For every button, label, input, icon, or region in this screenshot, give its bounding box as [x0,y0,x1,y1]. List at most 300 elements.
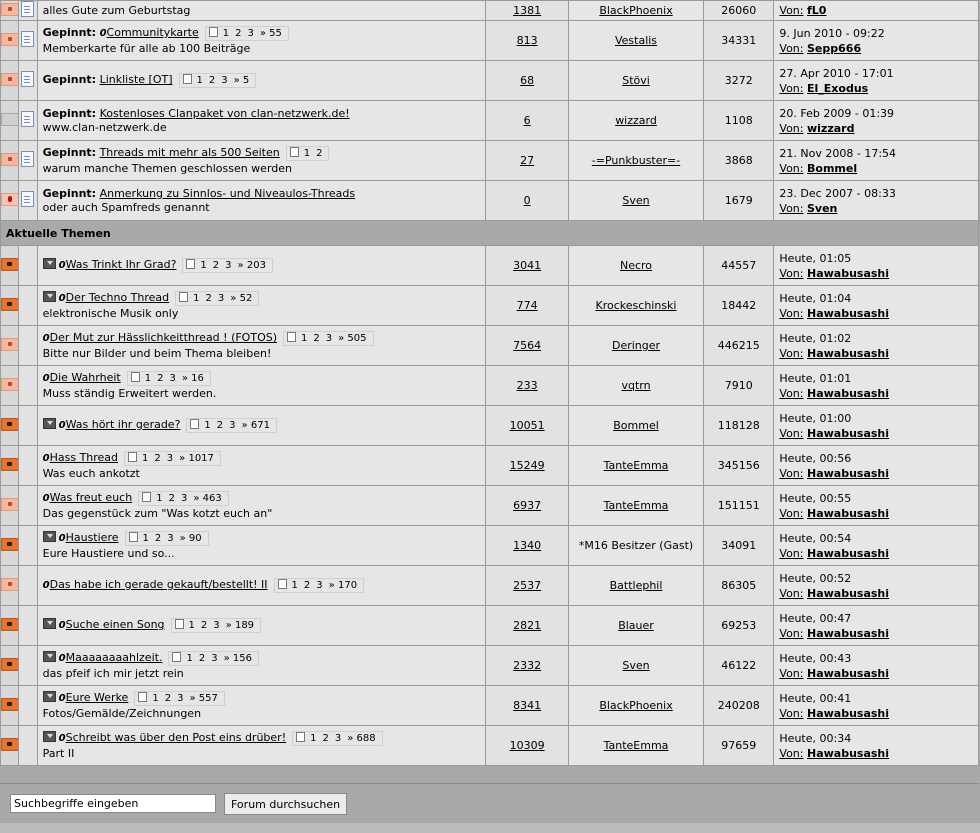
page-links [292,731,383,746]
type-cell [19,606,37,646]
last-post-user[interactable]: Hawabusashi [807,746,890,760]
replies-link[interactable]: 233 [516,379,538,392]
title-cell [37,286,486,326]
type-cell [19,1,37,21]
author-link[interactable]: Necro [619,259,653,272]
last-post-von: Von: [779,161,804,175]
type-cell [19,21,37,61]
page-link[interactable]: 3 [167,533,174,544]
last-post-cell [774,286,979,326]
page-link[interactable]: 1 [186,653,193,664]
thread-title-link[interactable]: Haustiere [65,531,119,544]
last-post-cell [774,181,979,221]
thread-title-link[interactable]: Hass Thread [49,451,119,464]
page-link[interactable]: » 505 [338,333,367,344]
attachment-icon: 0 [42,493,50,504]
thread-title-link[interactable]: Eure Werke [65,691,129,704]
thumb-rating-icon [43,618,56,629]
page-links [124,451,221,466]
views-cell: 46122 [704,646,774,686]
status-cell [1,686,19,726]
status-cell [1,526,19,566]
thread-row [1,526,979,566]
thread-status-icon [1,498,19,511]
page-link[interactable]: 1 [152,693,159,704]
footer-strip [0,823,980,833]
author-link[interactable]: -=Punkbuster=- [591,154,681,167]
status-cell [1,646,19,686]
type-cell [19,286,37,326]
thumb-rating-icon [43,258,56,269]
page-icon [142,492,151,502]
page-link[interactable]: 2 [164,693,172,704]
title-cell [37,141,486,181]
last-post-von: Von: [779,81,804,95]
author-link[interactable]: wizzard [615,114,657,127]
thread-row [1,406,979,446]
last-post-cell [774,61,979,101]
page-link[interactable]: 2 [216,420,224,431]
page-link[interactable]: 2 [154,453,161,464]
title-cell [37,406,486,446]
thread-row [1,366,979,406]
last-post-date: Heute, 01:02 [779,331,852,345]
status-cell [1,566,19,606]
thread-row [1,566,979,606]
last-post-von: Von: [779,426,804,440]
thread-status-icon [1,153,19,166]
thread-title-link[interactable]: Was Trinkt Ihr Grad? [65,258,177,271]
author-link[interactable]: Stövi [622,74,650,87]
author-cell [568,141,703,181]
author-cell [568,486,703,526]
author-link[interactable]: BlackPhoenix [599,699,673,712]
thread-title-link[interactable]: Anmerkung zu Sinnlos- und Niveaulos-Threads [99,187,356,200]
last-post-date: Heute, 00:43 [779,651,852,665]
thread-status-icon [1,33,19,46]
replies-link[interactable]: 15249 [509,459,545,472]
views-cell: 97659 [704,726,774,766]
replies-cell [486,181,568,221]
views-cell: 446215 [704,326,774,366]
last-post-user[interactable]: Hawabusashi [807,426,890,440]
page-link[interactable]: » 189 [225,620,255,631]
last-post-date: Heute, 01:04 [779,291,852,305]
thread-title-link[interactable]: Der Techno Thread [65,291,170,304]
last-post-date: 20. Feb 2009 - 01:39 [779,106,895,120]
views-cell: 3868 [704,141,774,181]
title-cell [37,566,486,606]
last-post-user[interactable]: Bommel [807,161,858,175]
thread-title-link[interactable]: Der Mut zur Hässlichkeitthread ! (FOTOS) [49,331,277,344]
last-post-cell [774,246,979,286]
author-link[interactable]: Sven [622,659,650,672]
last-post-user[interactable]: Hawabusashi [807,706,890,720]
attachment-icon: 0 [42,580,50,591]
last-post-date: 21. Nov 2008 - 17:54 [779,146,897,160]
page-link[interactable]: » 16 [181,373,204,384]
page-links [283,331,374,346]
page-link[interactable]: » 688 [347,733,376,744]
page-link[interactable]: 1 [303,148,311,159]
page-link[interactable]: 2 [208,75,216,86]
title-cell [37,686,486,726]
category-title: Aktuelle Themen [1,221,979,246]
status-cell [1,406,19,446]
views-cell: 1679 [704,181,774,221]
page-link[interactable]: » 5 [233,75,250,86]
replies-cell [486,326,568,366]
replies-link[interactable]: 10051 [509,419,545,432]
thread-subtitle: Muss ständig Erweitert werden. [42,387,217,400]
author-link[interactable]: Bommel [613,419,659,432]
attachment-icon: 0 [42,333,50,344]
page-icon [129,532,138,542]
replies-link[interactable]: 0 [523,194,531,207]
page-link[interactable]: 3 [221,75,228,86]
views-cell: 7910 [704,366,774,406]
replies-cell [486,61,568,101]
author-link[interactable]: Sven [622,194,650,207]
last-post-von: Von: [779,306,804,320]
page-link[interactable]: 1 [222,28,230,39]
replies-link[interactable]: 2821 [513,619,542,632]
replies-link[interactable]: 8341 [513,699,542,712]
page-icon [175,619,184,629]
author-link[interactable]: Blauer [618,619,654,632]
type-cell [19,246,37,286]
page-link[interactable]: 3 [247,28,254,39]
page-link[interactable]: 1 [193,293,200,304]
thread-title-link[interactable]: Das habe ich gerade gekauft/bestellt! II [49,578,268,591]
page-link[interactable]: 1 [310,733,317,744]
thread-title-link[interactable]: Communitykarte [106,26,199,39]
status-cell [1,446,19,486]
status-cell [1,726,19,766]
replies-link[interactable]: 813 [516,34,538,47]
status-cell [1,366,19,406]
page-link[interactable]: 2 [322,733,329,744]
page-icon [290,147,299,157]
last-post-user[interactable]: Sepp666 [807,41,862,55]
last-post-von: Von: [779,201,804,215]
thread-subtitle: warum manche Themen geschlossen werden [42,162,292,175]
page-link[interactable]: 3 [325,333,333,344]
page-link[interactable]: » 156 [223,653,252,664]
thread-row [1,726,979,766]
page-link[interactable]: 1 [204,420,211,431]
page-link[interactable]: » 203 [237,260,266,271]
page-link[interactable]: » 55 [259,28,282,39]
page-link[interactable]: 2 [157,373,164,384]
page-link[interactable]: 2 [205,293,212,304]
last-post-user[interactable]: Hawabusashi [807,466,890,480]
last-post-von: Von: [779,666,804,680]
page-link[interactable]: 3 [166,453,174,464]
page-link[interactable]: 1 [142,453,149,464]
last-post-user[interactable]: Hawabusashi [807,666,890,680]
thread-title-link[interactable]: Was hört ihr gerade? [65,418,181,431]
author-cell [568,21,703,61]
sticky-doc-icon [21,71,34,87]
thumb-rating-icon [43,651,56,662]
thread-row [1,646,979,686]
thread-status-icon [1,378,19,391]
page-icon [296,732,305,742]
page-link[interactable]: 3 [225,260,232,271]
title-cell [37,526,486,566]
thread-status-icon [1,298,19,311]
last-post-von: Von: [779,121,804,135]
page-links [274,578,365,593]
page-link[interactable]: 2 [154,533,162,544]
author-link[interactable]: TanteEmma [603,499,669,512]
title-cell [37,21,486,61]
replies-link[interactable]: 6 [523,114,531,127]
thread-title-link[interactable]: Threads mit mehr als 500 Seiten [99,146,280,159]
page-link[interactable]: 3 [316,580,323,591]
last-post-von: Von: [779,266,804,280]
replies-link[interactable]: 774 [516,299,538,312]
attachment-icon: 0 [58,533,66,544]
page-link[interactable]: » 463 [193,493,222,504]
attachment-icon: 0 [99,28,107,39]
page-link[interactable]: 2 [168,493,175,504]
last-post-user[interactable]: fL0 [807,4,827,17]
page-links [171,618,262,633]
author-link[interactable]: Deringer [611,339,661,352]
last-post-user[interactable]: Hawabusashi [807,346,890,360]
thread-title-link[interactable]: Maaaaaaaahlzeit. [65,651,163,664]
type-cell [19,446,37,486]
replies-link[interactable]: 10309 [509,739,545,752]
replies-cell [486,446,568,486]
last-post-user[interactable]: Hawabusashi [807,546,890,560]
thread-title-link[interactable]: Suche einen Song [65,618,165,631]
replies-link[interactable]: 27 [520,154,535,167]
page-link[interactable]: » 1017 [179,453,214,464]
author-cell [568,61,703,101]
page-link[interactable]: 1 [142,533,149,544]
replies-link[interactable]: 7564 [513,339,542,352]
thread-subtitle: oder auch Spamfreds genannt [42,201,210,214]
title-cell [37,726,486,766]
page-link[interactable]: 1 [291,580,298,591]
page-link[interactable]: 3 [169,373,176,384]
author-cell [568,726,703,766]
last-post-user[interactable]: Hawabusashi [807,386,890,400]
replies-link[interactable]: 1381 [513,4,542,17]
title-cell [37,486,486,526]
last-post-date: 23. Dec 2007 - 08:33 [779,186,896,200]
page-link[interactable]: 3 [213,620,220,631]
author-link[interactable]: Krockeschinski [595,299,677,312]
page-link[interactable]: 1 [144,373,152,384]
replies-cell [486,726,568,766]
replies-link[interactable]: 1340 [513,539,542,552]
author-link[interactable]: Vestalis [614,34,658,47]
thread-title-link[interactable]: Linkliste [OT] [99,73,173,86]
author-cell [568,366,703,406]
page-icon [172,652,181,662]
last-post-user[interactable]: Hawabusashi [807,266,890,280]
last-post-cell [774,326,979,366]
page-links [168,651,259,666]
page-link[interactable]: 3 [217,293,225,304]
thread-status-icon [1,258,19,271]
page-link[interactable]: » 671 [241,420,270,431]
replies-cell [486,1,568,21]
replies-link[interactable]: 3041 [513,259,542,272]
page-link[interactable]: 2 [316,148,323,159]
thread-subtitle: Memberkarte für alle ab 100 Beiträge [42,42,251,55]
replies-link[interactable]: 68 [520,74,535,87]
search-bar [0,783,979,824]
views-cell: 18442 [704,286,774,326]
sticky-doc-icon [21,151,34,167]
author-link[interactable]: TanteEmma [603,459,669,472]
page-link[interactable]: 3 [177,693,184,704]
author-cell [568,526,703,566]
page-link[interactable]: 3 [211,653,218,664]
page-link[interactable]: 2 [313,333,320,344]
attachment-icon: 0 [58,293,66,304]
views-cell: 1108 [704,101,774,141]
page-link[interactable]: 3 [229,420,236,431]
replies-cell [486,21,568,61]
author-link[interactable]: TanteEmma [603,739,669,752]
author-link[interactable]: BlackPhoenix [599,4,673,17]
last-post-user[interactable]: Hawabusashi [807,506,890,520]
page-link[interactable]: 2 [200,620,208,631]
pinned-label: Gepinnt: [42,73,97,86]
status-cell [1,181,19,221]
title-cell [37,326,486,366]
last-post-von: Von: [779,4,804,17]
type-cell [19,486,37,526]
page-link[interactable]: 2 [198,653,206,664]
thread-title-link[interactable]: Kostenloses Clanpaket von clan-netzwerk.de! [99,107,350,120]
thread-status-icon [1,338,19,351]
search-button[interactable]: Forum durchsuchen [224,793,347,815]
page-link[interactable]: 1 [156,493,163,504]
title-cell [37,246,486,286]
last-post-user[interactable]: Hawabusashi [807,586,890,600]
page-link[interactable]: 2 [235,28,242,39]
thread-status-icon [1,618,19,631]
thread-row [1,486,979,526]
thread-subtitle: Part II [42,747,75,760]
page-link[interactable]: » 557 [189,693,218,704]
thread-status-icon [1,73,19,86]
page-link[interactable]: 3 [334,733,342,744]
last-post-user[interactable]: wizzard [807,121,855,135]
thread-status-icon [1,538,19,551]
replies-cell [486,566,568,606]
page-link[interactable]: 1 [301,333,308,344]
last-post-date: Heute, 00:55 [779,491,852,505]
search-input[interactable] [10,794,216,813]
replies-cell [486,246,568,286]
type-cell [19,141,37,181]
thread-row [1,61,979,101]
views-cell: 3272 [704,61,774,101]
last-post-date: Heute, 00:34 [779,731,852,745]
replies-link[interactable]: 2537 [513,579,542,592]
thread-row [1,181,979,221]
page-link[interactable]: 1 [196,75,203,86]
thread-title-link[interactable]: Schreibt was über den Post eins drüber! [65,731,287,744]
sticky-doc-icon [21,111,34,127]
author-cell [568,246,703,286]
page-links [182,258,273,273]
page-links [138,491,229,506]
author-link[interactable]: Battlephil [609,579,663,592]
type-cell [19,366,37,406]
page-link[interactable]: » 52 [230,293,253,304]
thumb-rating-icon [43,531,56,542]
author-cell [568,646,703,686]
thread-row [1,606,979,646]
thread-row [1,101,979,141]
attachment-icon: 0 [58,733,66,744]
views-cell: 118128 [704,406,774,446]
replies-cell [486,141,568,181]
page-links [125,531,209,546]
page-link[interactable]: » 170 [328,580,358,591]
last-post-cell [774,726,979,766]
author-cell [568,606,703,646]
last-post-user[interactable]: Hawabusashi [807,626,890,640]
thread-status-icon [1,113,19,126]
thread-row [1,21,979,61]
last-post-cell [774,101,979,141]
last-post-date: 9. Jun 2010 - 09:22 [779,26,885,40]
attachment-icon: 0 [58,653,66,664]
page-link[interactable]: 2 [303,580,311,591]
status-cell [1,1,19,21]
replies-cell [486,686,568,726]
replies-cell [486,646,568,686]
last-post-user[interactable]: Hawabusashi [807,306,890,320]
author-link[interactable]: vqtrn [621,379,651,392]
last-post-von: Von: [779,746,804,760]
replies-link[interactable]: 2332 [513,659,542,672]
last-post-cell [774,1,979,21]
page-link[interactable]: 2 [212,260,220,271]
replies-link[interactable]: 6937 [513,499,542,512]
last-post-user[interactable]: Sven [807,201,838,215]
last-post-von: Von: [779,41,804,55]
thread-title-link[interactable]: Die Wahrheit [49,371,121,384]
page-link[interactable]: 1 [188,620,195,631]
thread-title-link[interactable]: Was freut euch [49,491,133,504]
page-link[interactable]: 3 [180,493,188,504]
page-icon [183,74,192,84]
type-cell [19,566,37,606]
thread-subtitle: alles Gute zum Geburtstag [42,4,191,17]
page-link[interactable]: 1 [200,260,207,271]
last-post-von: Von: [779,546,804,560]
top-thread-row [1,1,979,21]
last-post-cell [774,566,979,606]
type-cell [19,181,37,221]
status-cell [1,486,19,526]
last-post-cell [774,646,979,686]
last-post-user[interactable]: El_Exodus [807,81,869,95]
page-link[interactable]: » 90 [179,533,202,544]
status-cell [1,21,19,61]
